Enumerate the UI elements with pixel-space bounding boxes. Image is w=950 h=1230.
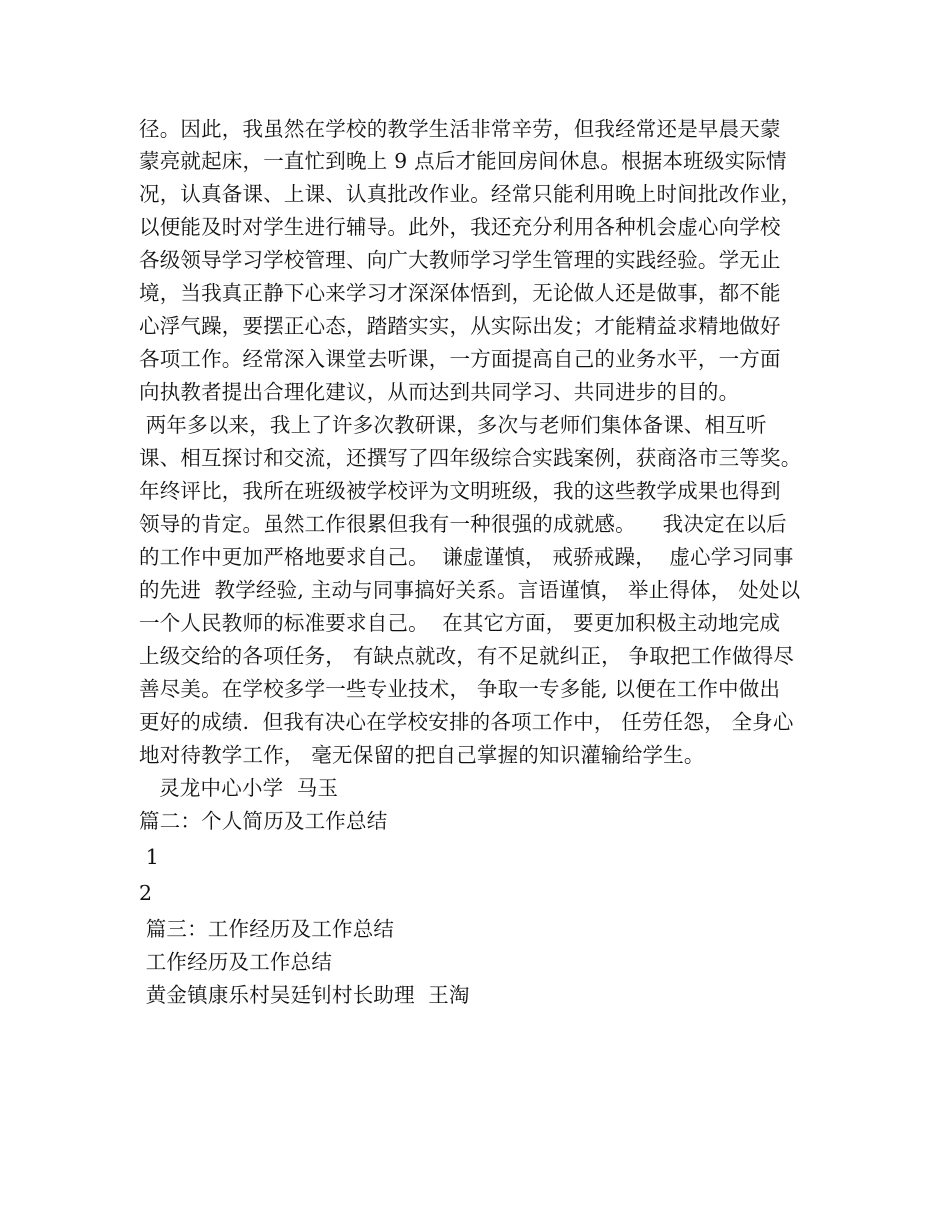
text-line: 的先进 教学经验, 主动与同事搞好关系。言语谨慎， 举止得体， 处处以 — [139, 578, 801, 602]
text-line: 境，当我真正静下心来学习才深深体悟到，无论做人还是做事，都不能 — [139, 281, 781, 305]
text-line: 心浮气躁，要摆正心态，踏踏实实，从实际出发；才能精益求精地做好 — [139, 314, 781, 338]
text-line: 上级交给的各项任务， 有缺点就改，有不足就纠正， 争取把工作做得尽 — [139, 644, 795, 668]
text-line: 各项工作。经常深入课堂去听课，一方面提高自己的业务水平，一方面 — [139, 347, 781, 371]
author-line: 黄金镇康乐村吴廷钊村长助理 王淘 — [139, 983, 470, 1007]
text-line: 的工作中更加严格地要求自己。 谦虚谨慎， 戒骄戒躁， 虚心学习同事 — [139, 545, 794, 569]
page-number: 2 — [139, 881, 153, 905]
text-line: 以便能及时对学生进行辅导。此外，我还充分利用各种机会虚心向学校 — [139, 215, 781, 239]
text-line: 况，认真备课、上课、认真批改作业。经常只能利用晚上时间批改作业， — [139, 182, 802, 206]
text-line: 课、相互探讨和交流，还撰写了四年级综合实践案例，获商洛市三等奖。 — [139, 446, 802, 470]
section-heading: 篇三：工作经历及工作总结 — [139, 917, 395, 941]
text-line: 领导的肯定。虽然工作很累但我有一种很强的成就感。 我决定在以后 — [139, 512, 787, 536]
section-heading: 篇二：个人简历及工作总结 — [139, 809, 388, 833]
text-line: 径。因此，我虽然在学校的教学生活非常辛劳，但我经常还是早晨天蒙 — [139, 117, 781, 141]
text-line: 年终评比，我所在班级被学校评为文明班级，我的这些教学成果也得到 — [139, 479, 781, 503]
text-line: 更好的成绩. 但我有决心在学校安排的各项工作中， 任劳任怨， 全身心 — [139, 710, 794, 734]
text-line: 一个人民教师的标准要求自己。 在其它方面， 要更加积极主动地完成 — [139, 611, 781, 635]
text-line: 向执教者提出合理化建议，从而达到共同学习、共同进步的目的。 — [139, 380, 740, 404]
text-line: 各级领导学习学校管理、向广大教师学习学生管理的实践经验。学无止 — [139, 248, 781, 272]
text-line: 蒙亮就起床，一直忙到晚上 9 点后才能回房间休息。根据本班级实际情 — [139, 149, 787, 173]
document-title: 工作经历及工作总结 — [139, 950, 333, 974]
text-line: 两年多以来，我上了许多次教研课，多次与老师们集体备课、相互听 — [139, 413, 767, 437]
signature-line: 灵龙中心小学 马玉 — [139, 776, 339, 800]
text-line: 善尽美。在学校多学一些专业技术， 争取一专多能, 以便在工作中做出 — [139, 677, 781, 701]
page-number: 1 — [139, 845, 159, 869]
text-line: 地对待教学工作， 毫无保留的把自己掌握的知识灌输给学生。 — [139, 743, 705, 767]
